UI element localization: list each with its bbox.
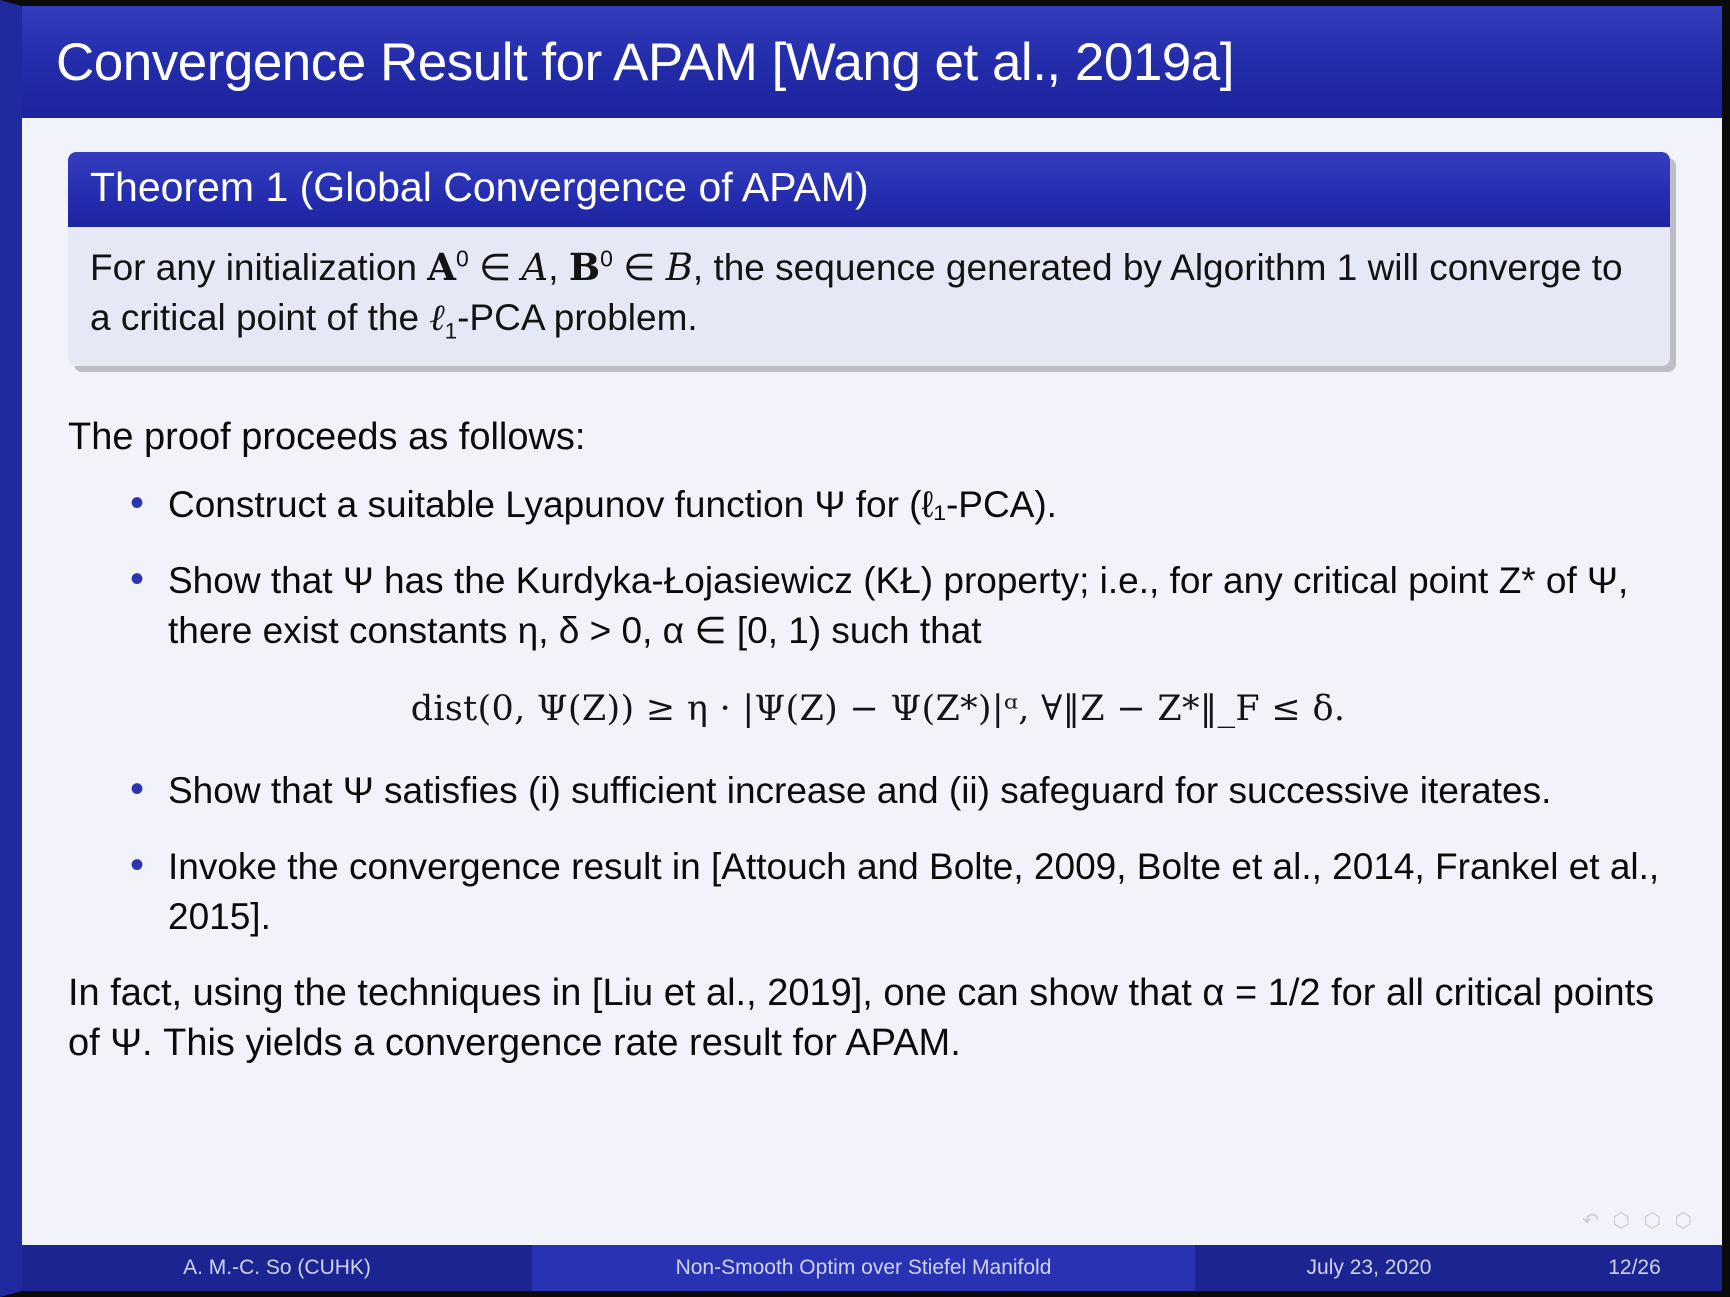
symbol-A-superscript: 0 [455, 245, 469, 272]
theorem-heading: Theorem 1 (Global Convergence of APAM) [68, 152, 1670, 227]
proof-intro: The proof proceeds as follows: [68, 416, 586, 459]
footer-page-number: 12/26 [1569, 1245, 1722, 1291]
symbol-ell-subscript: 1 [444, 318, 458, 344]
theorem-comma: , [548, 247, 569, 288]
footer-talk-title: Non-Smooth Optim over Stiefel Manifold [532, 1245, 1195, 1291]
theorem-text-part2: , the sequence generated by Algorithm 1 will converge to a critical point of the [90, 247, 1623, 338]
symbol-ell: ℓ [429, 295, 445, 339]
theorem-text-part1: For any initialization [90, 247, 428, 288]
symbol-B-superscript: 0 [600, 245, 613, 272]
list-item: • Show that Ψ satisfies (i) sufficient increase and (ii) safeguard for successive iterates. [126, 766, 1688, 816]
kl-inequality-equation: dist(0, Ψ(Z)) ≥ η · |Ψ(Z) − Ψ(Z*)|ᵅ, ∀‖Z − Z*‖_F ≤ δ. [410, 689, 1346, 730]
list-item: • Show that Ψ has the Kurdyka-Łojasiewicz (KŁ) property; i.e., for any critical point Z* of Ψ, there exist constants η, δ > 0, α ∈ [0, 1) such that [126, 556, 1688, 656]
symbol-cal-B: B [665, 246, 693, 289]
slide-title-bar [22, 6, 1722, 118]
slide-footer [22, 1245, 1722, 1291]
beamer-nav-icons[interactable]: ↶ ⬡ ⬡ ⬡ [1582, 1210, 1696, 1232]
symbol-B: B [568, 245, 601, 289]
list-item: • Construct a suitable Lyapunov function Ψ for (ℓ₁-PCA). [126, 480, 1688, 530]
closing-remark: In fact, using the techniques in [Liu et al., 2019], one can show that α = 1/2 for all critical points of Ψ. This yields a convergence rate result for APAM. [68, 972, 1655, 1065]
membership-1: ∈ [468, 247, 522, 288]
slide-body [22, 118, 1722, 1291]
footer-author: A. M.-C. So (CUHK) [22, 1245, 532, 1291]
proof-steps-list [68, 480, 1688, 656]
proof-steps-list-continued [68, 766, 1688, 942]
list-item: • Invoke the convergence result in [Attouch and Bolte, 2009, Bolte et al., 2014, Frankel et al., 2015]. [126, 842, 1688, 942]
symbol-A: A [427, 245, 456, 289]
footer-date: July 23, 2020 [1195, 1245, 1569, 1291]
symbol-cal-A: A [521, 246, 549, 289]
theorem-statement [68, 227, 1670, 366]
membership-2: ∈ [612, 247, 666, 288]
page-title: Convergence Result for APAM [Wang et al., 2019a] [56, 32, 1234, 92]
proof-content [68, 412, 1688, 1068]
theorem-block [68, 152, 1670, 366]
theorem-text-part3: -PCA problem. [457, 296, 698, 338]
